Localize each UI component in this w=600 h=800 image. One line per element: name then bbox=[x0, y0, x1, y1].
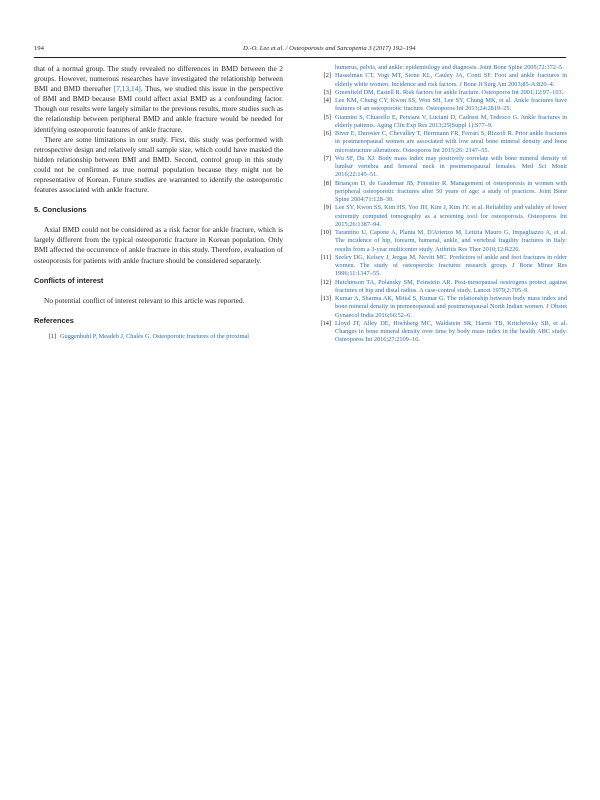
conflicts-heading: Conflicts of interest bbox=[34, 275, 104, 285]
reference-text: Wu SF, Du XJ. Body mass index may positively correlate with bone mineral density of lumbar vertebra and femoral neck in postmenopausal females. Med Sci Monit 2016;22:145–51. bbox=[335, 154, 567, 179]
reference-number: [2] bbox=[323, 72, 331, 80]
reference-number: [3] bbox=[323, 88, 331, 96]
reference-number: [6] bbox=[323, 130, 331, 137]
reference-item[interactable] bbox=[311, 97, 567, 114]
reference-number: [8] bbox=[323, 179, 331, 187]
body-paragraph-1: that of a normal group. The study revealed no differences in BMD between the 2 groups. However, numerous researches have investigated the relationship between BMI and BMD thereafter [7,13,14]. Thus, we studied this issue in the perspective of BMI and BMD because BMI could affect axial BMD as a confounding factor. Though our results were largely similar to the previous results, more studies such as the relationship between peripheral BMD and ankle fracture would be needed for identifying osteoporotic features of ankle fracture. bbox=[34, 64, 283, 134]
reference-item[interactable] bbox=[311, 204, 567, 229]
body-paragraph-2: There are some limitations in our study. First, this study was performed with retrospective design and relatively small sample size, which could have masked the hidden relationship between BMI and BMD. Second, control group in this study could not be confirmed as true normal population because they might not be representative of Korean. Future studies are warranted to identify the osteoporotic features associated with ankle fracture. bbox=[34, 134, 283, 195]
reference-text: Tarantino U, Capone A, Planta M, D'Arienzo M, Letizia Mauro G, Impagliazzo A, et al. The incidence of hip, forearm, humeral, ankle, and vertebral fragility fractures in Italy: results from a 3-year multicenter study. Arthritis Res Ther 2010;12:R226. bbox=[335, 229, 567, 253]
reference-number: [5] bbox=[323, 113, 331, 121]
reference-text: Guggenbuhl P, Meadeb J, Chalès G. Osteoporotic fractures of the proximal bbox=[60, 332, 250, 340]
reference-text: Lloyd JT, Alley DE, Hochberg MC, Waldstein SR, Harris TB, Kritchevsky SB, et al. Changes in bone mineral density over time by body mass index in the health ABC study. Osteoporos Int 2016;27:2109–16. bbox=[335, 319, 567, 344]
references-heading: References bbox=[34, 315, 74, 325]
reference-item[interactable] bbox=[311, 130, 567, 155]
reference-text: Kumar A, Sharma AK, Mittal S, Kumar G. The relationship between body mass index and bone mineral density in premenopausal and postmenopausal North Indian women. J Obstet Gynaecol India 2016;66:52–6. bbox=[335, 295, 567, 319]
conclusions-text: Axial BMD could not be considered as a risk factor for ankle fracture, which is largely different from the typical osteoporotic fracture in Korean population. Only BMI affected the occurrence of ankle fracture in this study. Therefore, evaluation of osteoporosis for patients with ankle fracture should be considered separately. bbox=[34, 225, 283, 265]
reference-item[interactable] bbox=[311, 180, 567, 205]
page-number: 194 bbox=[34, 45, 44, 52]
reference-text: Hutchinson TA, Polansky SM, Feinstein AR. Post-menopausal oestrogens protect against fractures of hip and distal radius. A case-control study. Lancet 1979;2:705–9. bbox=[335, 278, 567, 294]
reference-number: [14] bbox=[320, 319, 331, 327]
reference-item[interactable] bbox=[311, 254, 567, 279]
right-column bbox=[311, 64, 567, 345]
reference-item[interactable] bbox=[311, 155, 567, 180]
reference-text: Seeley DG, Kelsey J, Jergas M, Nevitt MC. Predictors of ankle and foot fractures in older women. The study of osteoporotic fractures research group. J Bone Miner Res 1996;11:1347–55. bbox=[335, 253, 567, 278]
reference-number: [1] bbox=[48, 332, 56, 340]
reference-number: [4] bbox=[323, 97, 331, 104]
reference-number: [7] bbox=[323, 154, 331, 162]
conflicts-text: No potential conflict of interest relevant to this article was reported. bbox=[44, 295, 245, 305]
reference-number: [13] bbox=[320, 295, 331, 302]
reference-number: [11] bbox=[320, 253, 331, 261]
reference-list-left bbox=[34, 333, 283, 341]
reference-text: Giannini S, Chiarello E, Persiani V, Luciani D, Cadossi M, Tedesco G. Ankle fractures in elderly patients. Aging Clin Exp Res 2013;25(Suppl 1):S77–9. bbox=[335, 113, 567, 129]
reference-text: Briançon D, de Gaudemar JB, Forestier R. Management of osteoporosis in women with peripheral osteoporotic fractures after 50 years of age: a study of practices. Joint Bone Spine 2004;71:128–30. bbox=[335, 179, 567, 203]
reference-item[interactable] bbox=[311, 279, 567, 296]
reference-text: Greenfield DM, Eastell R. Risk factors for ankle fracture. Osteoporos Int 2001;12:97–103. bbox=[335, 88, 564, 96]
reference-text: Lee KM, Chung CY, Kwon SS, Won SH, Lee SY, Chung MK, et al. Ankle fractures have features of an osteoporotic fracture. Osteoporos Int 2013;24:2819–25. bbox=[335, 97, 567, 113]
reference-text: Hasselman CT, Vogt MT, Stone KL, Cauley JA, Conti SF. Foot and ankle fractures in elderly white women. Incidence and risk factors. J Bone Jt Surg Am 2003;85-A:820–4. bbox=[335, 72, 567, 88]
reference-number: [12] bbox=[320, 278, 331, 286]
reference-item[interactable] bbox=[311, 295, 567, 320]
citation-link[interactable]: [7,13,14] bbox=[113, 84, 141, 94]
header-rule bbox=[34, 57, 566, 58]
reference-item[interactable] bbox=[311, 114, 567, 131]
left-column bbox=[34, 64, 283, 341]
reference-item[interactable] bbox=[311, 320, 567, 345]
conclusions-heading: 5. Conclusions bbox=[34, 205, 87, 215]
reference-number: [9] bbox=[323, 204, 331, 212]
reference-item[interactable] bbox=[311, 229, 567, 254]
reference-item[interactable] bbox=[311, 89, 567, 97]
reference-list-right bbox=[311, 72, 567, 344]
reference-number: [10] bbox=[320, 229, 331, 236]
running-head: D.-O. Lee et al. / Osteoporosis and Sarcopenia 3 (2017) 192–194 bbox=[243, 45, 416, 52]
reference-item[interactable] bbox=[311, 72, 567, 89]
reference-text: Lee SY, Kwon SS, Kim HS, Yoo JH, Kim J, Kim JY, et al. Reliability and validity of lower extremity computed tomography as a screening tool for osteoporosis. Osteoporos Int 2015;26:1387–94. bbox=[335, 204, 567, 228]
reference-text: Biver E, Durosier C, Chevalley T, Herrmann FR, Ferrari S, Rizzoli R. Prior ankle fractures in postmenopausal women are associated with low areal bone mineral density and bone microstructure alterations. Osteoporos Int 2015;26: 2147–55. bbox=[335, 130, 567, 154]
reference-item[interactable] bbox=[34, 333, 283, 341]
page-header bbox=[34, 45, 566, 57]
reference-continuation[interactable]: humerus, pelvis, and ankle: epidemiology and diagnosis. Joint Bone Spine 2005;72:372–5. bbox=[335, 64, 564, 71]
